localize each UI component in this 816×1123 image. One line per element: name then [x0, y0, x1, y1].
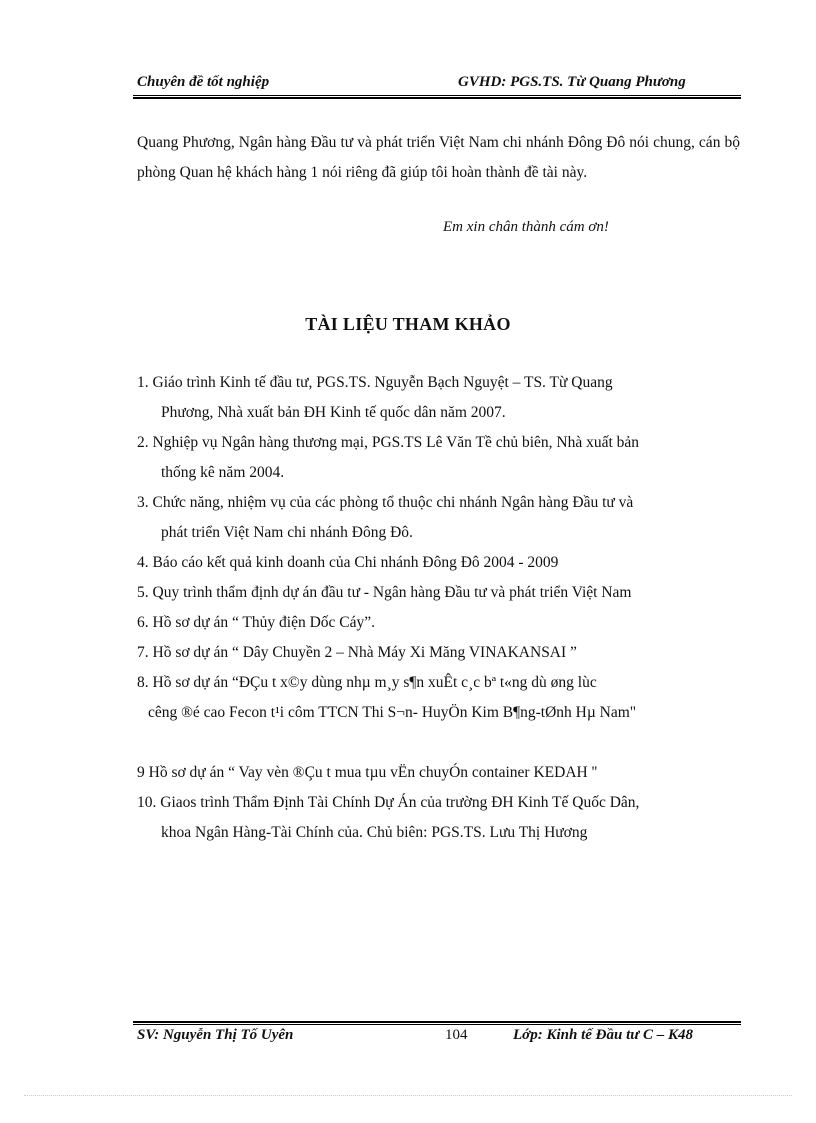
- footer-class: Lớp: Kinh tế Đầu tư C – K48: [513, 1027, 693, 1043]
- footer-rule-thick: [133, 1021, 741, 1023]
- reference-item-1-line-1: 1. Giáo trình Kinh tế đầu tư, PGS.TS. Nguyễn Bạch Nguyệt – TS. Từ Quang: [137, 374, 613, 391]
- reference-item-7: 7. Hồ sơ dự án “ Dây Chuyền 2 – Nhà Máy Xi Măng VINAKANSAI ”: [137, 644, 577, 661]
- reference-item-3-line-1: 3. Chức năng, nhiệm vụ của các phòng tổ thuộc chi nhánh Ngân hàng Đầu tư và: [137, 494, 634, 511]
- reference-item-3-line-2: phát triển Việt Nam chi nhánh Đông Đô.: [161, 524, 413, 541]
- reference-item-2-line-1: 2. Nghiệp vụ Ngân hàng thương mại, PGS.TS Lê Văn Tề chủ biên, Nhà xuất bản: [137, 434, 640, 451]
- reference-item-4: 4. Báo cáo kết quả kinh doanh của Chi nhánh Đông Đô 2004 - 2009: [137, 554, 559, 571]
- header-rule-thick: [133, 97, 741, 99]
- header-advisor: GVHD: PGS.TS. Từ Quang Phương: [458, 74, 686, 90]
- intro-paragraph: Quang Phương, Ngân hàng Đầu tư và phát triển Việt Nam chi nhánh Đông Đô nói chung, cán bộ phòng Quan hệ khách hàng 1 nói riêng đã giúp tôi hoàn thành đề tài này.: [137, 134, 740, 181]
- page-bottom-divider: [24, 1095, 792, 1096]
- footer-student-name: SV: Nguyễn Thị Tố Uyên: [137, 1027, 294, 1043]
- section-title: TÀI LIỆU THAM KHẢO: [305, 314, 511, 334]
- reference-item-6: 6. Hồ sơ dự án “ Thủy điện Dốc Cáy”.: [137, 614, 376, 631]
- thanks-line: Em xin chân thành cám ơn!: [443, 219, 609, 235]
- reference-item-9: 9 Hồ sơ dự án “ Vay vèn ®Çu t mua tµu vËn chuyÓn container KEDAH '': [137, 764, 598, 781]
- reference-item-1-line-2: Phương, Nhà xuất bản ĐH Kinh tế quốc dân năm 2007.: [161, 404, 506, 421]
- reference-item-8-line-2: cêng ®é cao Fecon t¹i côm TTCN Thi S¬n- HuyÖn Kim B¶ng-tØnh Hµ Nam": [148, 704, 637, 721]
- footer-page-number: 104: [445, 1027, 468, 1043]
- reference-item-8-line-1: 8. Hồ sơ dự án “ĐÇu t x©y dùng nhµ m¸y s¶n xuÊt c¸c bª t«ng dù øng lùc: [137, 674, 597, 691]
- header-left-title: Chuyên đề tốt nghiệp: [137, 74, 270, 90]
- reference-item-5: 5. Quy trình thẩm định dự án đầu tư - Ngân hàng Đầu tư và phát triển Việt Nam: [137, 584, 632, 601]
- header-rule-thin: [133, 95, 741, 96]
- reference-item-10-line-1: 10. Giaos trình Thẩm Định Tài Chính Dự Án của trường ĐH Kinh Tế Quốc Dân,: [137, 794, 640, 811]
- reference-item-10-line-2: khoa Ngân Hàng-Tài Chính của. Chủ biên: PGS.TS. Lưu Thị Hương: [161, 824, 588, 841]
- footer-rule-thin: [133, 1024, 741, 1025]
- reference-item-2-line-2: thống kê năm 2004.: [161, 464, 285, 481]
